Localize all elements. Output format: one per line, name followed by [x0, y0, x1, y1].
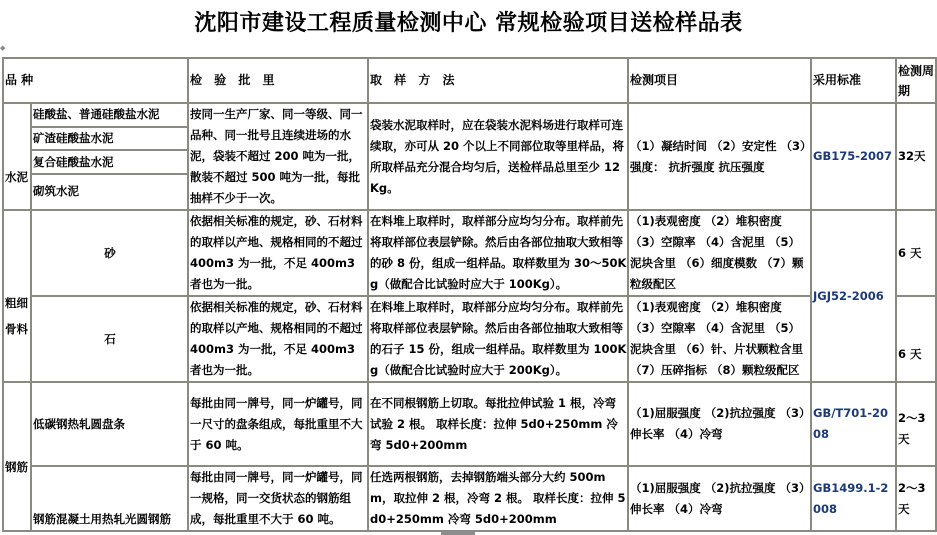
- table-row: [3, 210, 936, 296]
- header-sampling: 取 样 方 法: [368, 58, 628, 103]
- steel-sampling: 任选两根钢筋，去掉钢筋端头部分大约 500mm，取拉伸 2 根，冷弯 2 根。 取样长度：拉伸 5d0+250mm 冷弯 5d0+200mm: [368, 466, 628, 531]
- cement-type: 矿渣硅酸盐水泥: [31, 127, 188, 151]
- horizontal-scrollbar[interactable]: [441, 531, 475, 535]
- category-cement: 水泥: [3, 103, 31, 210]
- category-steel: 钢筋: [3, 382, 31, 531]
- cement-standard: GB175-2007: [811, 103, 896, 210]
- aggregate-type: 砂: [31, 210, 188, 296]
- table-row: [3, 103, 936, 127]
- aggregate-sampling: 在料堆上取样时，取样部分应均匀分布。取样前先将取样部位表层铲除。然后由各部位抽取大致相等的砂 8 份，组成一组样品。取样数里为 30～50Kg（做配合比试验时应大于 100Kg）。: [368, 210, 628, 296]
- table-row: [3, 382, 936, 466]
- steel-type: 低碳钢热轧圆盘条: [31, 382, 188, 466]
- page-title: 沈阳市建设工程质量检测中心 常规检验项目送检样品表: [194, 10, 743, 36]
- aggregate-batch: 依据相关标准的规定，砂、石材料的取样以产地、规格相同的不超过 400m3 为一批，不足 400m3 者也为一批。: [188, 296, 368, 382]
- steel-standard: GB/T701-2008: [811, 382, 896, 466]
- aggregate-type: 石: [31, 296, 188, 382]
- table-row: [3, 466, 936, 531]
- aggregate-items: （1)表观密度 （2）堆积密度 （3）空隙率 （4）含泥里 （5）泥块含里 （6）针、片状颗粒含里 （7）压碎指标 （8）颗粒级配区: [628, 296, 811, 382]
- cement-items: （1）凝结时间 （2）安定性 （3）强度： 抗折强度 抗压强度: [628, 103, 811, 210]
- cement-type: 复合硅酸盐水泥: [31, 150, 188, 174]
- steel-sampling: 在不同根钢筋上切取。每批拉伸试验 1 根，冷弯试验 2 根。 取样长度：拉伸 5d0+250mm 冷弯 5d0+200mm: [368, 382, 628, 466]
- header-variety: 品 种: [3, 58, 188, 103]
- steel-period: 2～3 天: [896, 466, 936, 531]
- steel-standard: GB1499.1-2008: [811, 466, 896, 531]
- steel-batch: 每批由同一牌号，同一炉罐号，同一规格，同一交货状态的钢筋组成，每批重里不大于 60 吨。: [188, 466, 368, 531]
- header-items: 检测项目: [628, 58, 811, 103]
- anchor-marker-icon: ◆: [0, 44, 6, 52]
- cement-type: 硅酸盐、普通硅酸盐水泥: [31, 103, 188, 127]
- header-batch: 检 验 批 里: [188, 58, 368, 103]
- aggregate-sampling: 在料堆上取样时，取样部分应均匀分布。取样前先将取样部位表层铲除。然后由各部位抽取大致相等的石子 15 份，组成一组样品。取样数里为 100Kg（做配合比试验时应大于 200Kg）。: [368, 296, 628, 382]
- table-row: [3, 296, 936, 382]
- header-standard: 采用标准: [811, 58, 896, 103]
- steel-items: （1)屈服强度 （2)抗拉强度 （3）伸长率 （4）冷弯: [628, 382, 811, 466]
- aggregate-period: 6 天: [896, 210, 936, 296]
- cement-period: 32天: [896, 103, 936, 210]
- cement-sampling: 袋装水泥取样时，应在袋装水泥料场进行取样可连续取，亦可从 20 个以上不同部位取等里样品，将所取样品充分混合均匀后，送检样品总里至少 12Kg。: [368, 103, 628, 210]
- steel-batch: 每批由同一牌号，同一炉罐号，同一尺寸的盘条组成，每批重里不大于 60 吨。: [188, 382, 368, 466]
- category-aggregate: 粗细骨料: [3, 210, 31, 382]
- cement-type: 砌筑水泥: [31, 174, 188, 210]
- header-period: 检测周期: [896, 58, 936, 103]
- aggregate-items: （1)表观密度 （2）堆积密度 （3）空隙率 （4）含泥里 （5）泥块含里 （6）细度模数 （7）颗粒级配区: [628, 210, 811, 296]
- aggregate-batch: 依据相关标准的规定，砂、石材料的取样以产地、规格相同的不超过 400m3 为一批，不足 400m3 者也为一批。: [188, 210, 368, 296]
- aggregate-period: 6 天: [896, 296, 936, 382]
- header-row: [3, 58, 936, 103]
- cement-batch: 按同一生产厂家、同一等级、同一品种、同一批号且连续进场的水泥，袋装不超过 200 吨为一批，散装不超过 500 吨为一批，每批抽样不少于一次。: [188, 103, 368, 210]
- sample-table: [2, 57, 937, 532]
- aggregate-standard: JGJ52-2006: [811, 210, 896, 382]
- steel-period: 2～3 天: [896, 382, 936, 466]
- steel-type: 钢筋混凝土用热轧光圆钢筋: [31, 466, 188, 531]
- steel-items: （1)屈服强度 （2)抗拉强度 （3）伸长率 （4）冷弯: [628, 466, 811, 531]
